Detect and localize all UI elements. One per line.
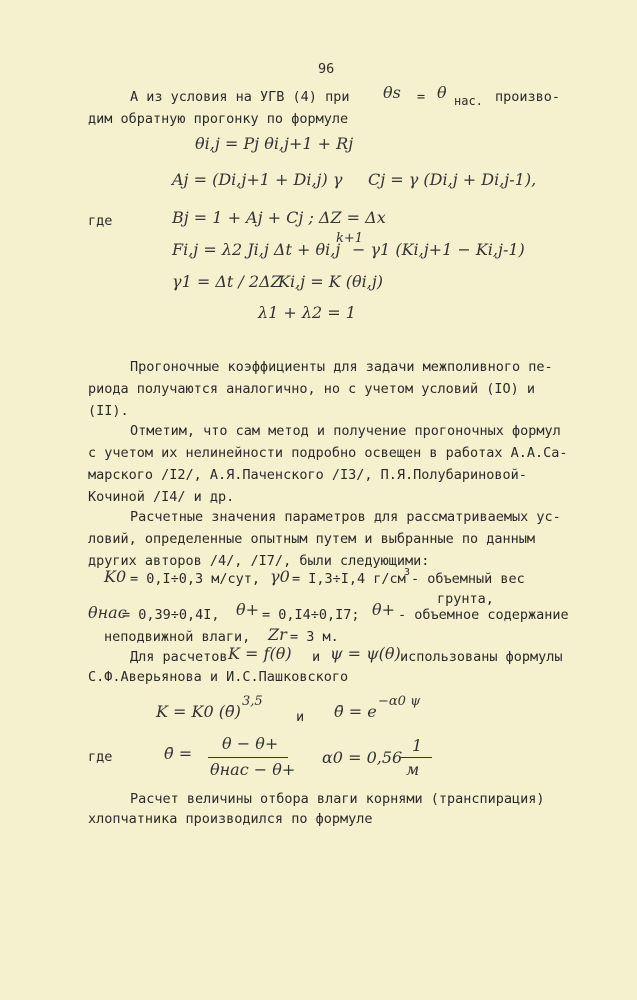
formula-pashkovsky: θ̄ = e bbox=[334, 702, 377, 721]
text-line: ловий, определенные опытным путем и выбранные по данным bbox=[88, 531, 536, 547]
text-line: = 0,I÷0,3 м/сут, bbox=[130, 571, 261, 587]
text-line: Кочиной /I4/ и др. bbox=[88, 489, 235, 505]
formula-sweep: θi,j = Pj θi,j+1 + Rj bbox=[195, 134, 354, 153]
formula-theta-s: θs bbox=[383, 83, 401, 102]
text-line: Расчет величины отбора влаги корнями (транспирация) bbox=[130, 791, 545, 807]
text-line: - объемное содержание bbox=[398, 607, 569, 623]
formula-theta-bar-den: θнас − θ+ bbox=[210, 760, 296, 779]
text-line: Расчетные значения параметров для рассматриваемых ус- bbox=[130, 509, 561, 525]
formula-theta-plus: θ+ bbox=[372, 600, 396, 619]
text-line: использованы формулы bbox=[400, 649, 563, 665]
text-line: С.Ф.Аверьянова и И.С.Пашковского bbox=[88, 669, 349, 685]
formula-f-coef: Fi,j = λ2 Ji,j Δt + θi,j bbox=[172, 240, 341, 259]
text-line: неподвижной влаги, bbox=[104, 629, 251, 645]
formula-c-coef: Cj = γ (Di,j + Di,j-1), bbox=[368, 170, 537, 189]
formula-psi-theta: ψ = ψ(θ) bbox=[330, 644, 401, 663]
text-line: риода получаются аналогично, но с учетом условий (IO) и bbox=[88, 381, 536, 397]
formula-pashkovsky-sup: −α0 ψ bbox=[378, 694, 421, 709]
text-subscript: нас. bbox=[454, 94, 483, 108]
fraction-bar bbox=[400, 757, 432, 758]
text-line: с учетом их нелинейности подробно освещен в работах А.А.Са- bbox=[88, 445, 568, 461]
formula-zr: Zr bbox=[268, 625, 287, 644]
text-line: дим обратную прогонку по формуле bbox=[88, 111, 349, 127]
text-line: = 0,I4÷0,I7; bbox=[262, 607, 360, 623]
text-line: Для расчетов bbox=[130, 649, 228, 665]
formula-theta-bar-num: θ − θ+ bbox=[222, 734, 279, 753]
formula-theta: θ bbox=[437, 83, 447, 102]
formula-alpha-num: 1 bbox=[412, 736, 423, 755]
text-line: (II). bbox=[88, 403, 129, 419]
text-line: марского /I2/, А.Я.Паченского /I3/, П.Я.Полубариновой- bbox=[88, 467, 527, 483]
text-line: других авторов /4/, /I7/, были следующими: bbox=[88, 553, 430, 569]
text-and: и bbox=[296, 709, 305, 725]
formula-a-coef: Aj = (Di,j+1 + Di,j) γ bbox=[172, 170, 343, 189]
formula-theta-nas: θнас bbox=[88, 603, 127, 622]
text-line: = 3 м. bbox=[290, 629, 339, 645]
text-where: где bbox=[88, 213, 113, 229]
text-line: = bbox=[417, 89, 426, 105]
formula-averyanov-sup: 3,5 bbox=[242, 694, 263, 709]
text-line: и bbox=[312, 649, 321, 665]
formula-f-sup: k+1 bbox=[336, 231, 364, 246]
formula-averyanov: K = K0 (θ̄) bbox=[156, 702, 241, 721]
fraction-bar bbox=[208, 757, 288, 758]
text-line: хлопчатника производился по формуле bbox=[88, 811, 373, 827]
text-line: грунта, bbox=[437, 591, 494, 607]
text-where: где bbox=[88, 749, 113, 765]
formula-k0: K0 bbox=[104, 567, 127, 586]
formula-k-theta: K = f(θ) bbox=[228, 644, 292, 663]
formula-gamma0: γ0 bbox=[270, 567, 290, 586]
formula-alpha-den: м bbox=[406, 760, 420, 779]
text-line: Отметим, что сам метод и получение прогоночных формул bbox=[130, 423, 561, 439]
formula-b-coef: Bj = 1 + Aj + Cj ; ΔZ = Δx bbox=[172, 208, 386, 227]
text-line: - объемный вес bbox=[411, 571, 525, 587]
page-number: 96 bbox=[318, 61, 335, 77]
formula-gamma: γ1 = Δt / 2ΔZ bbox=[172, 272, 282, 291]
formula-lambda: λ1 + λ2 = 1 bbox=[258, 303, 356, 322]
formula-theta-bar-lhs: θ̄ = bbox=[164, 744, 193, 763]
text-line: Прогоночные коэффициенты для задачи межполивного пе- bbox=[130, 359, 553, 375]
text-superscript: 3 bbox=[404, 567, 411, 578]
text-line: = I,3÷I,4 г/см bbox=[292, 571, 406, 587]
formula-f-coef-tail: − γ1 (Ki,j+1 − Ki,j-1) bbox=[352, 240, 525, 259]
text-line: А из условия на УГВ (4) при bbox=[130, 89, 350, 105]
text-line: = 0,39÷0,4I, bbox=[122, 607, 220, 623]
text-line: произво- bbox=[495, 89, 561, 105]
formula-theta-plus: θ+ bbox=[236, 600, 260, 619]
formula-k: Ki,j = K (θi,j) bbox=[278, 272, 384, 291]
formula-alpha-lhs: α0 = 0,56 bbox=[322, 748, 403, 767]
